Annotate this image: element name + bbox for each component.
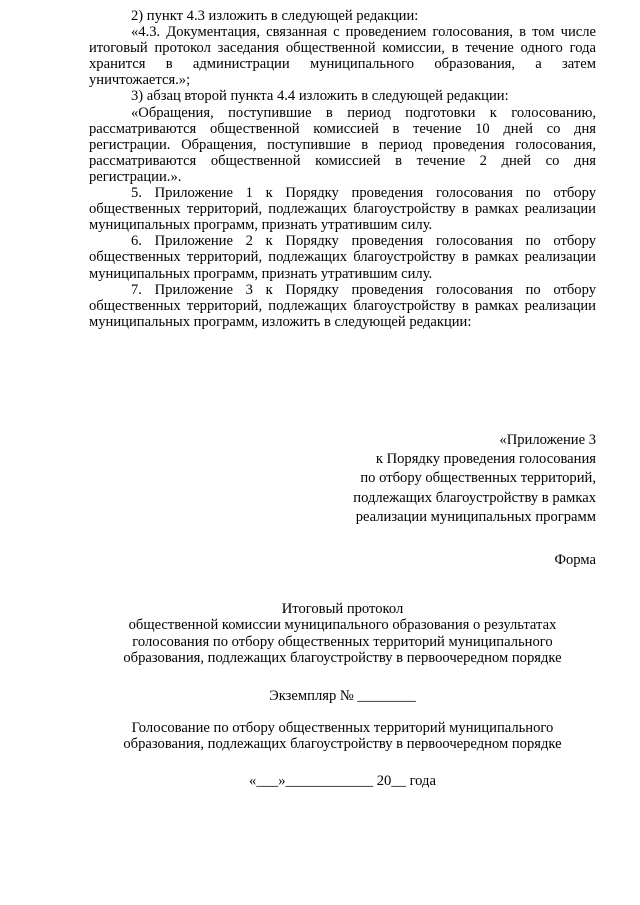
appendix-header-line: подлежащих благоустройству в рамках xyxy=(353,489,596,506)
protocol-title-line: образования, подлежащих благоустройству в первоочередном порядке xyxy=(123,650,562,667)
paragraph-item-4-4-intro: 3) абзац второй пункта 4.4 изложить в следующей редакции: xyxy=(131,88,509,105)
appendix-header-line: по отбору общественных территорий, xyxy=(360,470,596,487)
paragraph-item-4-3-text: «4.3. Документация, связанная с проведением голосования, в том числе итоговый протокол заседания общественной комиссии, в течение одного года хранится в администрации муниципального образования, а затем уничтожается.»; xyxy=(89,24,596,89)
paragraph-clause-6: 6. Приложение 2 к Порядку проведения голосования по отбору общественных территорий, подлежащих благоустройству в рамках реализации муниципальных программ, признать утратившим силу. xyxy=(89,233,596,282)
paragraph-clause-7: 7. Приложение 3 к Порядку проведения голосования по отбору общественных территорий, подлежащих благоустройству в рамках реализации муниципальных программ, изложить в следующей редакции: xyxy=(89,281,596,330)
appendix-header-line: реализации муниципальных программ xyxy=(355,508,596,525)
voting-title-line: образования, подлежащих благоустройству в первоочередном порядке xyxy=(123,736,562,753)
amendments-text xyxy=(89,8,596,330)
appendix-header xyxy=(296,431,596,527)
paragraph-item-4-4-text: «Обращения, поступившие в период подготовки к голосованию, рассматриваются общественной комиссией в течение 10 дней со дня регистрации. Обращения, поступившие в период проведения голосования, рассматриваются общественной комиссией в течение 2 дней со дня регистрации.». xyxy=(89,104,596,185)
protocol-title-line: Итоговый протокол xyxy=(281,601,404,617)
paragraph-item-4-3-intro: 2) пункт 4.3 изложить в следующей редакции: xyxy=(131,8,419,24)
protocol-title-line: общественной комиссии муниципального образования о результатах xyxy=(128,617,557,634)
voting-title-line: Голосование по отбору общественных территорий муниципального xyxy=(131,720,554,736)
date-line: «___»____________ 20__ года xyxy=(249,773,436,789)
protocol-title-line: голосования по отбору общественных территорий муниципального xyxy=(132,633,553,650)
protocol-title xyxy=(89,601,596,667)
voting-title xyxy=(89,720,596,753)
copy-number: Экземпляр № ________ xyxy=(269,688,416,704)
appendix-header-line: к Порядку проведения голосования xyxy=(375,451,596,468)
paragraph-clause-5: 5. Приложение 1 к Порядку проведения голосования по отбору общественных территорий, подлежащих благоустройству в рамках реализации муниципальных программ, признать утратившим силу. xyxy=(89,185,596,234)
appendix-header-line: «Приложение 3 xyxy=(499,432,596,448)
form-label: Форма xyxy=(554,552,596,568)
